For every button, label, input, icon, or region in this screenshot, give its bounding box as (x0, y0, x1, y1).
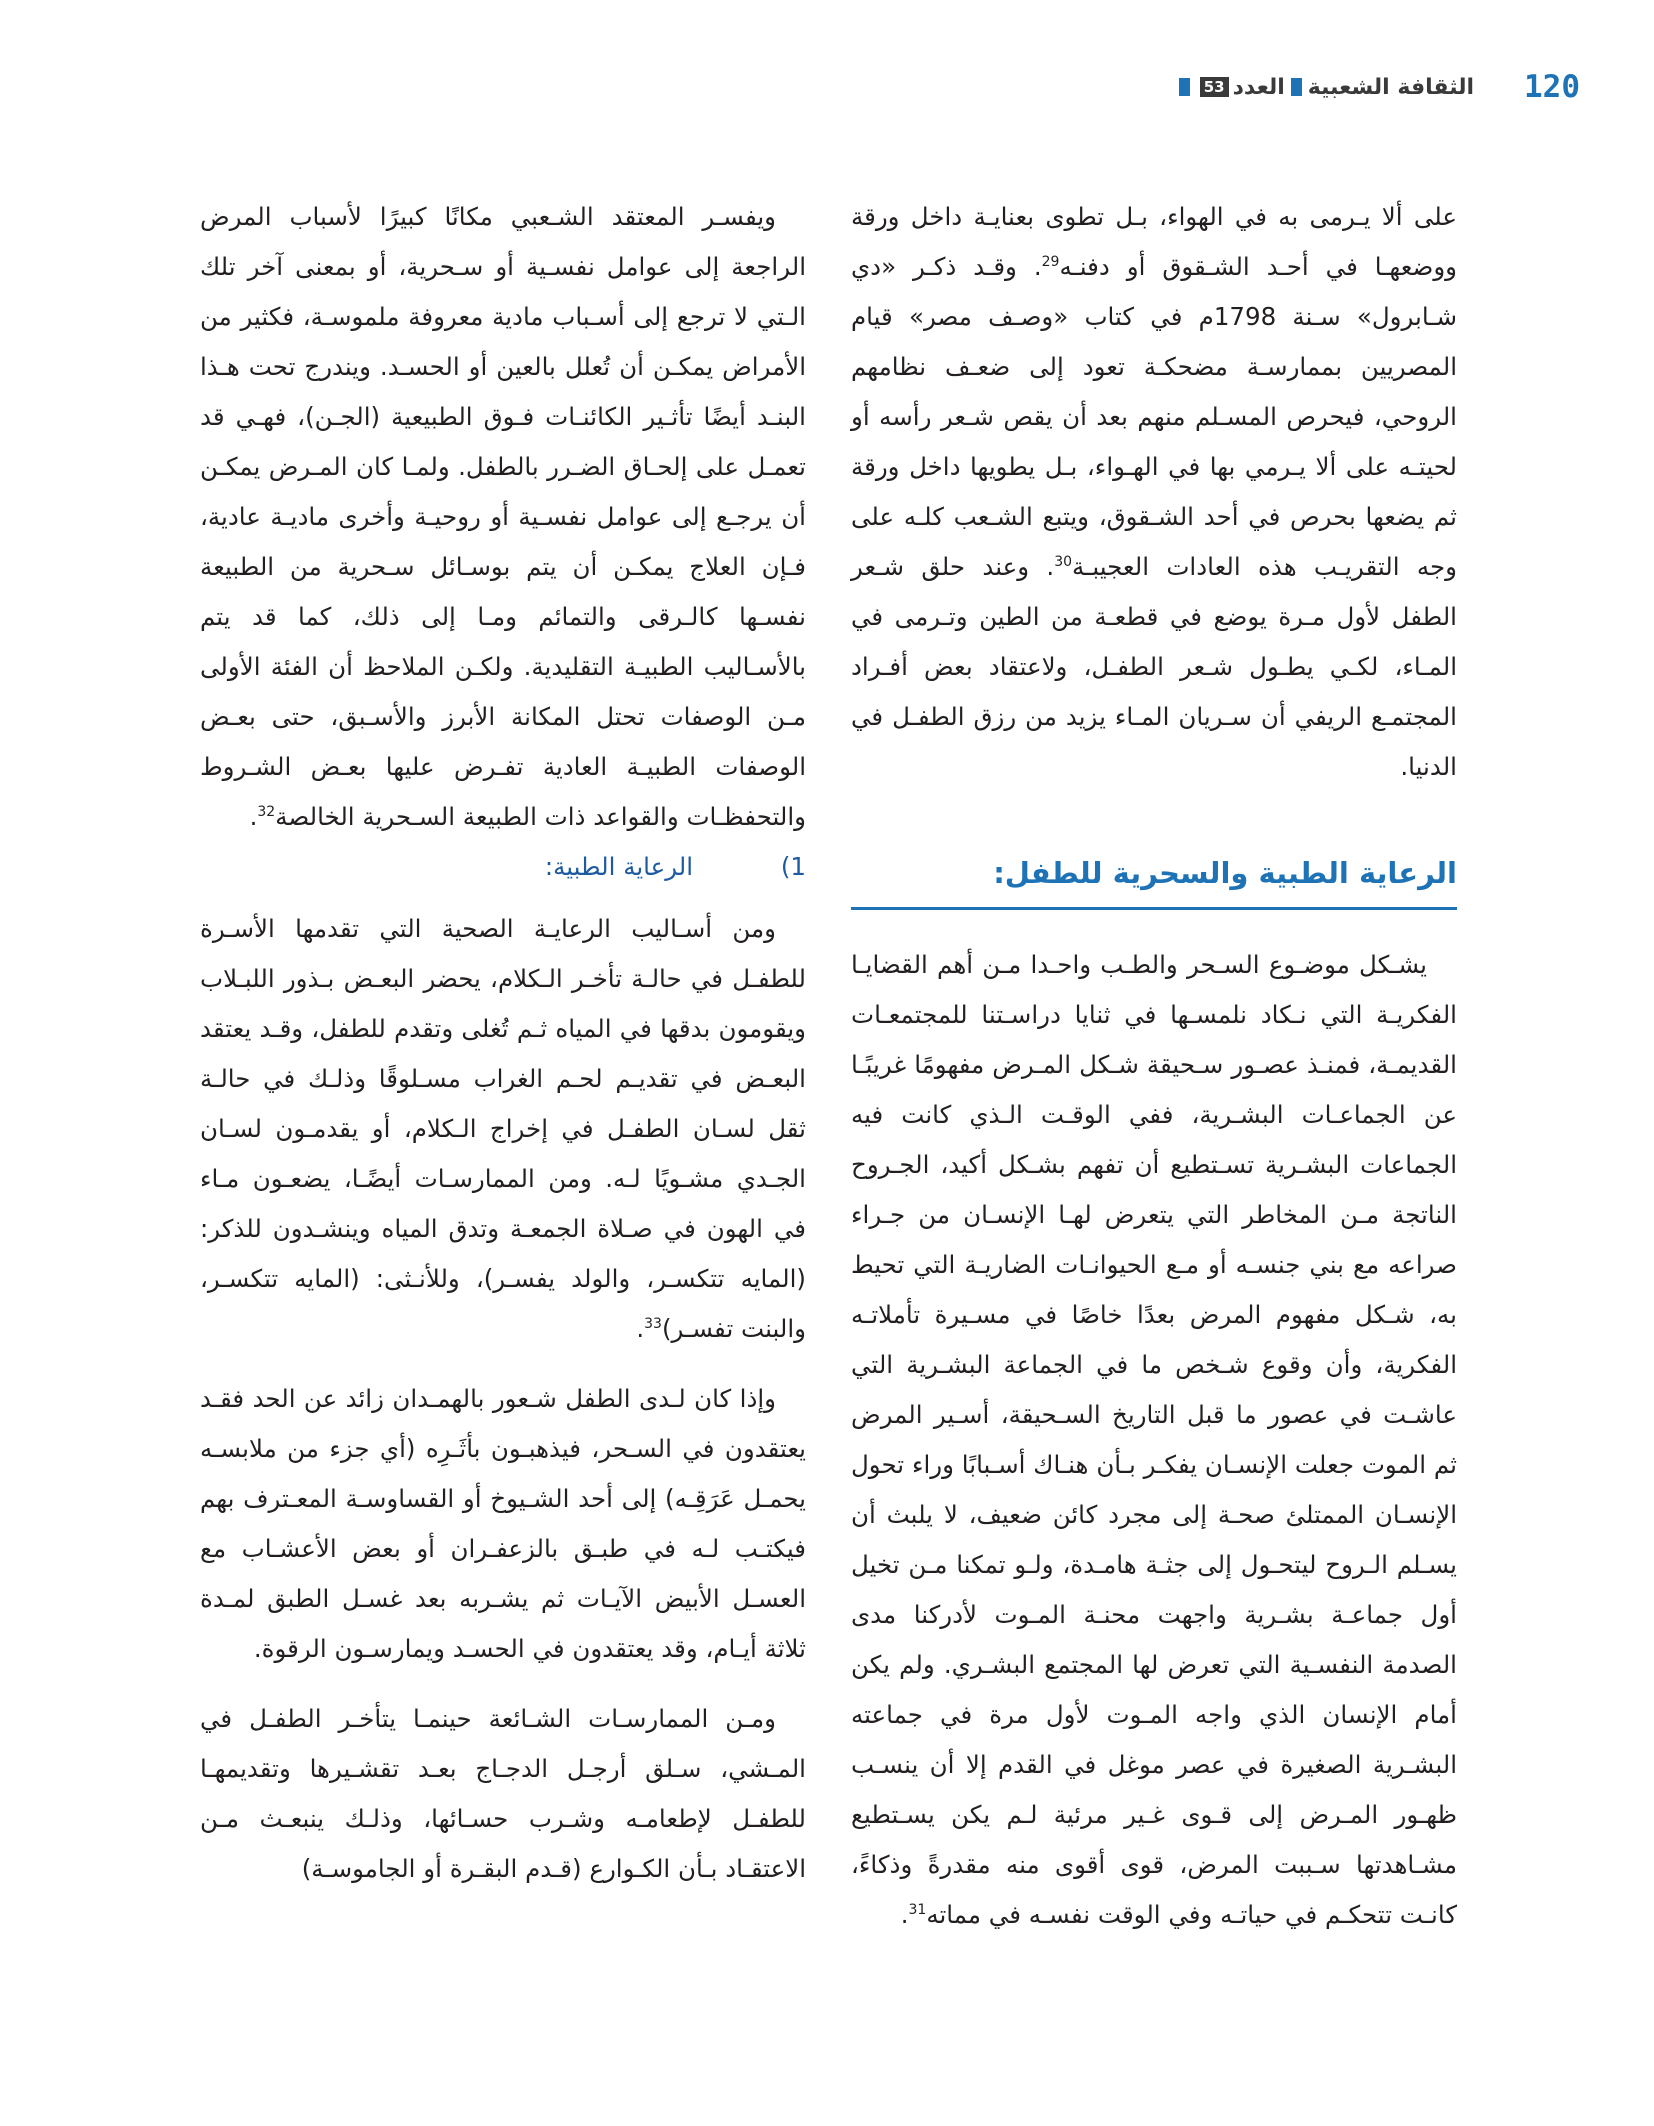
separator-square-icon (1291, 78, 1302, 96)
subsection-number: 1) (780, 852, 806, 881)
paragraph: يشـكل موضـوع السـحر والطـب واحـدا مـن أهم القضايـا الفكريـة التي نـكاد نلمسـها في ثنايا دراسـتنا للمجتمعـات القديمـة، فمنـذ عصـور سـحيقة شـكل المـرض مفهومًا غريبًـا عن الجماعـات البشـرية، ففي الوقـت الـذي كانت فيه الجماعات البشـرية تسـتطيع أن تفهم بشـكل أكيد، الجـروح الناتجة مـن المخاطر التي يتعرض لهـا الإنسـان من جـراء صراعه مع بني جنسـه أو مـع الحيوانـات الضاريـة التي تحيط به، شـكل مفهوم المرض بعدًا خاصًا في مسـيرة تأملاتـه الفكرية، وأن وقوع شـخص ما في الجماعة البشـرية التي عاشـت في عصور ما قبل التاريخ السـحيقة، أسـير المرض ثم الموت جعلت الإنسـان يفكـر بـأن هنـاك أسـبابًا وراء تحول الإنسـان الممتلئ صحـة إلى مجرد كائن ضعيف، لا يلبث أن يسـلم الـروح ليتحـول إلى جثـة هامـدة، ولـو تمكنا مـن تخيل أول جماعـة بشـرية واجهت محنـة المـوت لأدركنا مدى الصدمة النفسـية التي تعرض لها المجتمع البشـري. ولم يكن أمام الإنسان الذي واجه المـوت لأول مرة في جماعته البشـرية الصغيرة في عصر موغل في القدم إلا أن ينسـب ظهـور المـرض إلى قـوى غـير مرئية لـم يكن يسـتطيع مشـاهدتها سـببت المرض، قوى أقوى منه مقدرةً وذكاءً، كانـت تتحكـم في حياتـه وفي الوقت نفسـه في مماته$^{31}$. (851, 950, 1457, 1929)
section-heading (851, 845, 1457, 910)
footnote-ref: 31 (908, 1901, 927, 1918)
magazine-title: الثقافة الشعبية (1307, 74, 1474, 100)
subsection-heading (200, 842, 806, 892)
left-column (200, 192, 806, 1894)
paragraph: ومن أسـاليب الرعايـة الصحية التي تقدمها الأسـرة للطفـل في حالـة تأخـر الـكلام، يحضر البعـض بـذور اللبـلاب ويقومون بدقها في المياه ثـم تُغلى وتقدم للطفل، وقـد يعتقد البعـض في تقديـم لحـم الغراب مسـلوقًا وذلـك في حالـة ثقل لسـان الطفـل في إخراج الـكلام، أو يقدمـون لسـان الجـدي مشـويًا لـه. ومن الممارسـات أيضًـا، يضعـون مـاء في الهون في صـلاة الجمعـة وتدق المياه وينشـدون للذكر: (المايه تتكسـر، والولد يفسـر)، وللأنـثى: (المايه تتكسـر، والبنت تفسـر)$^{33}$. (200, 914, 806, 1343)
issue-number: 53 (1200, 77, 1229, 97)
right-column-continued (851, 940, 1457, 1940)
paragraph: ويفسـر المعتقد الشـعبي مكانًا كبيرًا لأسباب المرض الراجعة إلى عوامل نفسـية أو سـحرية، أو بمعنى آخر تلك الـتي لا ترجع إلى أسـباب مادية معروفة ملموسـة، فكثير من الأمراض يمكـن أن تُعلل بالعين أو الحسـد. ويندرج تحت هـذا البنـد أيضًا تأثـير الكائنـات فـوق الطبيعية (الجـن)، فهـي قد تعمـل على إلحـاق الضـرر بالطفل. ولمـا كان المـرض يمكـن أن يرجـع إلى عوامل نفسـية أو روحيـة وأخرى ماديـة عادية، فـإن العلاج يمكـن أن يتم بوسـائل سـحرية من الطبيعة نفسـها كالـرقى والتمائم ومـا إلى ذلك، كما قد يتم بالأسـاليب الطبيـة التقليدية. ولكـن الملاحظ أن الفئة الأولى مـن الوصفات تحتل المكانة الأبرز والأسـبق، حتى بعـض الوصفات الطبيـة العادية تفـرض عليها بعـض الشـروط والتحفظـات والقواعد ذات الطبيعة السـحرية الخالصة$^{32}$. (200, 202, 806, 831)
separator-square-icon (1179, 78, 1190, 96)
footnote-ref: 33 (644, 1315, 662, 1332)
paragraph: على ألا يـرمى به في الهواء، بـل تطوى بعنايـة داخل ورقة ووضعهـا في أحـد الشـقوق أو دفنـه$^{29}$. وقـد ذكـر «دي شـابرول» سـنة 1798م في كتاب «وصـف مصر» قيام المصريين بممارسـة مضحكـة تعود إلى ضعـف نظامهم الروحي، فيحرص المسـلم منهم بعد أن يقص شـعر رأسه أو لحيتـه على ألا يـرمي بها في الهـواء، بـل يطويها داخل ورقة ثم يضعها بحرص في أحد الشـقوق، ويتبع الشـعب كلـه على وجه التقريـب هذه العادات العجيبـة$^{30}$. وعند حلق شـعر الطفل لأول مـرة يوضع في قطعـة من الطين وتـرمى في المـاء، لكـي يطـول شـعر الطفـل، ولاعتقاد بعض أفـراد المجتمـع الريفي أن سـريان المـاء يزيد من رزق الطفـل في الدنيا. (851, 202, 1457, 781)
page-number: 120 (1524, 69, 1580, 105)
issue-label: العدد (1232, 74, 1285, 100)
subsection-title: الرعاية الطبية: (544, 852, 694, 881)
paragraph: ومـن الممارسـات الشـائعة حينمـا يتأخـر الطفـل في المـشي، سـلق أرجـل الدجـاج بعـد تقشـيرها وتقديمهـا للطفـل لإطعامـه وشـرب حسـائها، وذلـك ينبعـث مـن الاعتقـاد بـأن الكـوارع (قـدم البقـرة أو الجاموسـة) (200, 1704, 806, 1883)
section-divider (851, 907, 1457, 910)
footnote-ref: 29 (1041, 253, 1060, 270)
page-header (1100, 64, 1580, 110)
right-column (851, 192, 1457, 792)
paragraph: وإذا كان لـدى الطفل شـعور بالهمـدان زائد عن الحد فقـد يعتقدون في السـحر، فيذهبـون بأثَـرِه (أي جزء من ملابسـه يحمـل عَرَقِـه) إلى أحد الشـيوخ أو القساوسـة المعـترف بهم فيكتـب لـه في طبـق بالزعفـران أو بعض الأعشـاب مع العسـل الأبيض الآيـات ثم يشـربه بعد غسـل الطبق لمـدة ثلاثة أيـام، وقد يعتقدون في الحسـد ويمارسـون الرقوة. (200, 1384, 806, 1663)
footnote-ref: 32 (257, 803, 276, 820)
footnote-ref: 30 (1054, 553, 1073, 570)
section-title: الرعاية الطبية والسحرية للطفل: (993, 856, 1457, 890)
